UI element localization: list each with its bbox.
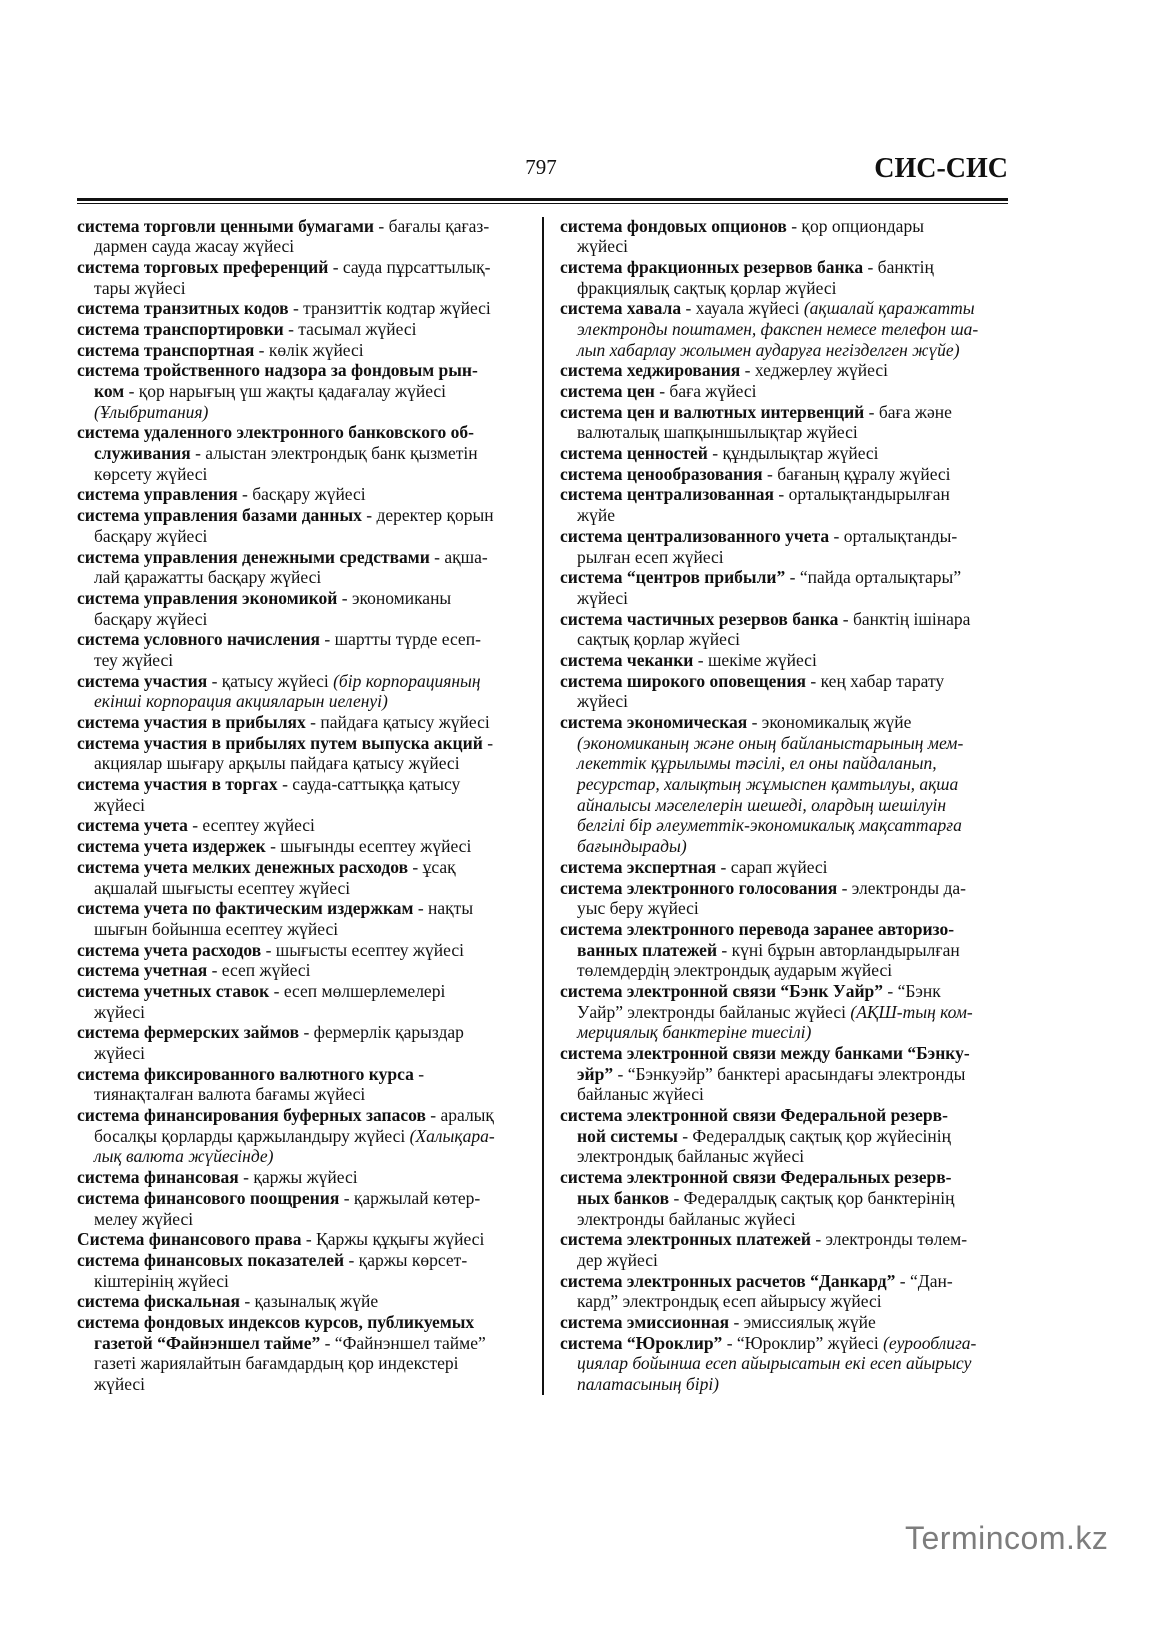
dictionary-entry: [77, 815, 529, 836]
dictionary-entry: [560, 981, 1012, 1043]
entry-definition: - баға және валюталық шапқыншылықтар жүйесі: [577, 401, 952, 443]
entry-definition: - қаржылай көтер- мелеу жүйесі: [94, 1187, 481, 1229]
entry-note: (бір корпорацияның екінші корпорация акцияларын иеленуі): [94, 670, 481, 712]
entry-definition: - қор опциондары жүйесі: [577, 215, 924, 257]
entry-definition: - шығысты есептеу жүйесі: [261, 939, 464, 960]
dictionary-entry: [77, 960, 529, 981]
dictionary-entry: [77, 319, 529, 340]
dictionary-entry: [77, 629, 529, 670]
entry-term: система хавала: [560, 298, 682, 319]
entry-term: система учетных ставок: [77, 980, 270, 1001]
dictionary-entry: [77, 588, 529, 629]
entry-term: система хеджирования: [560, 360, 741, 381]
entry-definition: - Федералдық сақтық қор жүйесінің электрондық байланыс жүйесі: [577, 1125, 951, 1167]
entry-term: система учета мелких денежных расходов: [77, 856, 409, 877]
dictionary-entry: [77, 1312, 529, 1395]
entry-note: (экономиканың және оның байланыстарының мем- лекеттік құрылымы тәсілі, ел оны пайдаланып, ресурстар, халықтың жұмыспен қамтылуы, ақша айналысы мәселелерін шешеді, олардың шешілуін белгілі бір әлеуметтік-экономикалық мақсаттарға бағындырады): [577, 732, 964, 857]
entry-term: система эмиссионная: [560, 1311, 730, 1332]
entry-term: система электронной связи “Бэнк Уайр”: [560, 980, 884, 1001]
dictionary-entry: [560, 1167, 1012, 1229]
entry-term: система транспортировки: [77, 318, 284, 339]
entry-definition: - экономиканы басқару жүйесі: [94, 587, 452, 629]
entry-definition: - ұсақ ақшалай шығысты есептеу жүйесі: [94, 856, 456, 898]
entry-definition: - бағаның құралу жүйесі: [762, 463, 951, 484]
dictionary-entry: [77, 1250, 529, 1291]
entry-definition: - “Файнэншел тайме” газеті жариялайтын бағамдардың қор индекстері жүйесі: [94, 1332, 486, 1394]
entry-definition: - қатысу жүйесі: [207, 670, 334, 691]
entry-definition: - орталықтанды- рылған есеп жүйесі: [577, 525, 958, 567]
dictionary-entry: [560, 671, 1012, 712]
entry-term: система электронных платежей: [560, 1229, 811, 1250]
dictionary-entry: [560, 1333, 1012, 1395]
dictionary-entry: [77, 505, 529, 546]
entry-term: система торговых преференций: [77, 256, 329, 277]
entry-term: система фондовых опционов: [560, 215, 787, 236]
entry-term: система фискальная: [77, 1291, 240, 1312]
entry-term: система транспортная: [77, 339, 255, 360]
entry-definition: - электронды төлем- дер жүйесі: [577, 1229, 968, 1270]
entry-definition: - нақты шығын бойынша есептеу жүйесі: [94, 898, 474, 939]
entry-definition: - тиянақталған валюта бағамы жүйесі: [94, 1063, 425, 1105]
entry-term: система электронного перевода заранее авторизо- ванных платежей: [560, 918, 955, 960]
entry-definition: - бағалы қағаз- дармен сауда жасау жүйесі: [94, 215, 490, 257]
entry-term: система электронного голосования: [560, 877, 838, 898]
entry-definition: - алыстан электрондық банк қызметін көрсету жүйесі: [94, 443, 478, 484]
entry-term: система управления базами данных: [77, 505, 362, 526]
header-rule-thin: [77, 203, 1008, 204]
entry-term: система тройственного надзора за фондовым рын- ком: [77, 360, 478, 401]
entry-term: система “центров прибыли”: [560, 567, 786, 588]
entry-term: система частичных резервов банка: [560, 608, 839, 629]
entry-definition: - басқару жүйесі: [237, 484, 366, 505]
dictionary-entry: [77, 1022, 529, 1063]
entry-definition: - Қаржы құқығы жүйесі: [301, 1229, 485, 1250]
dictionary-entry: [77, 484, 529, 505]
entry-definition: - сауда-саттыққа қатысу жүйесі: [94, 774, 461, 815]
entry-term: система фракционных резервов банка: [560, 256, 864, 277]
column-divider: [542, 217, 544, 1395]
dictionary-entry: [77, 547, 529, 588]
dictionary-entry: [77, 774, 529, 815]
entry-definition: - есеп жүйесі: [207, 960, 311, 981]
entry-term: система экспертная: [560, 856, 717, 877]
entry-definition: - шартты түрде есеп- теу жүйесі: [94, 629, 481, 670]
dictionary-entry: [77, 422, 529, 484]
dictionary-entry: [560, 857, 1012, 878]
entry-term: система управления экономикой: [77, 587, 338, 608]
entry-term: система централизованного учета: [560, 525, 830, 546]
dictionary-entry: [560, 1229, 1012, 1270]
dictionary-entry: [77, 671, 529, 712]
entry-term: система электронной связи между банками “Бэнку- эйр”: [560, 1043, 970, 1084]
entry-definition: - акциялар шығару арқылы пайдаға қатысу жүйесі: [94, 732, 494, 774]
dictionary-entry: [560, 1043, 1012, 1105]
entry-term: система электронных расчетов “Данкард”: [560, 1270, 896, 1291]
entry-term: система учета издержек: [77, 836, 266, 857]
dictionary-entry: [560, 216, 1012, 257]
entry-term: система ценообразования: [560, 463, 763, 484]
entry-term: система финансовых показателей: [77, 1249, 345, 1270]
entry-definition: - транзиттік кодтар жүйесі: [288, 298, 491, 319]
entry-definition: - хауала жүйесі: [681, 298, 804, 319]
entry-term: система цен: [560, 381, 655, 401]
dictionary-entry: [560, 567, 1012, 608]
entry-definition: - қаржы көрсет- кіштерінің жүйесі: [94, 1249, 468, 1291]
left-column: [77, 216, 529, 1395]
guide-words: СИС-СИС: [874, 153, 1008, 184]
entry-term: система участия в прибылях путем выпуска акций: [77, 732, 483, 753]
entry-term: система участия в торгах: [77, 774, 278, 795]
entry-term: система торговли ценными бумагами: [77, 215, 374, 236]
entry-definition: - қор нарығың үш жақты қадағалау жүйесі: [128, 381, 447, 401]
dictionary-entry: [560, 526, 1012, 567]
dictionary-entry: [77, 940, 529, 961]
dictionary-entry: [77, 1229, 529, 1250]
entry-definition: - “Дан- кард” электрондық есеп айырысу жүйесі: [577, 1270, 953, 1312]
entry-term: система фиксированного валютного курса: [77, 1063, 414, 1084]
entry-note: (АҚШ-тың ком- мерциялық банктеріне тиесілі): [577, 1001, 973, 1043]
dictionary-entry: [77, 360, 529, 422]
dictionary-entry: [77, 981, 529, 1022]
entry-term: система транзитных кодов: [77, 298, 289, 319]
right-column: [560, 216, 1012, 1395]
entry-note: (ақшалай қаражатты электронды поштамен, факспен немесе телефон ша- лып хабарлау жолымен аударуға негізделген жүйе): [577, 298, 979, 360]
dictionary-entry: [77, 898, 529, 939]
entry-term: система учета по фактическим издержкам: [77, 898, 414, 919]
dictionary-entry: [560, 650, 1012, 671]
dictionary-entry: [77, 1291, 529, 1312]
entry-note: (Халықара- лық валюта жүйесінде): [94, 1125, 495, 1167]
entry-definition: - тасымал жүйесі: [283, 318, 417, 339]
dictionary-entry: [560, 1271, 1012, 1312]
entry-note: (Ұлыбритания): [94, 401, 209, 422]
dictionary-entry: [560, 298, 1012, 360]
dictionary-entry: [560, 257, 1012, 298]
dictionary-entry: [560, 919, 1012, 981]
entry-definition: - “пайда орталықтары” жүйесі: [577, 567, 962, 608]
page-number: 797: [525, 155, 557, 179]
dictionary-entry: [77, 1105, 529, 1167]
entry-term: система управления денежными средствами: [77, 546, 430, 567]
entry-term: система “Юроклир”: [560, 1332, 723, 1353]
dictionary-entry: [77, 836, 529, 857]
dictionary-entry: [77, 298, 529, 319]
header-rule: [77, 198, 1008, 201]
entry-term: система ценностей: [560, 443, 708, 464]
entry-term: система электронной связи Федеральной резерв- ной системы: [560, 1105, 948, 1146]
entry-definition: - орталықтандырылған жүйе: [577, 484, 950, 526]
dictionary-entry: [560, 484, 1012, 525]
entry-term: система участия: [77, 670, 208, 691]
dictionary-entry: [77, 1167, 529, 1188]
entry-definition: - құндылықтар жүйесі: [707, 443, 879, 464]
dictionary-entry: [560, 878, 1012, 919]
entry-definition: - банктің ішінара сақтық қорлар жүйесі: [577, 608, 971, 650]
entry-definition: - фермерлік қарыздар жүйесі: [94, 1022, 464, 1063]
entry-term: система широкого оповещения: [560, 670, 807, 691]
entry-definition: - эмиссиялық жүйе: [729, 1311, 876, 1332]
dictionary-entry: [560, 381, 1012, 402]
entry-definition: - банктің фракциялық сақтық қорлар жүйесі: [577, 256, 934, 298]
entry-definition: - пайдаға қатысу жүйесі: [305, 712, 490, 732]
dictionary-entry: [77, 712, 529, 733]
entry-definition: - есеп мөлшерлемелері жүйесі: [94, 980, 446, 1022]
entry-term: система финансовая: [77, 1167, 239, 1188]
entry-definition: - аралық босалқы қорларды қаржыландыру жүйесі: [94, 1105, 494, 1146]
entry-term: Система финансового права: [77, 1229, 302, 1250]
dictionary-entry: [77, 257, 529, 298]
entry-definition: - деректер қорын басқару жүйесі: [94, 505, 494, 546]
site-logo-text: Termincom.kz: [905, 1520, 1109, 1556]
entry-definition: - сауда пұрсаттылық- тары жүйесі: [94, 256, 491, 298]
entry-definition: - сарап жүйесі: [716, 856, 828, 877]
dictionary-entry: [560, 712, 1012, 857]
dictionary-entry: [77, 857, 529, 898]
entry-term: система учета расходов: [77, 939, 262, 960]
entry-definition: - “Юроклир” жүйесі: [722, 1332, 884, 1353]
dictionary-entry: [77, 340, 529, 361]
dictionary-entry: [560, 1312, 1012, 1333]
dictionary-entry: [77, 216, 529, 257]
entry-term: система централизованная: [560, 484, 775, 505]
entry-definition: - шекіме жүйесі: [693, 649, 817, 670]
entry-term: система фермерских займов: [77, 1022, 300, 1043]
entry-term: система чеканки: [560, 649, 694, 670]
dictionary-entry: [560, 609, 1012, 650]
entry-definition: - “Бэнк Уайр” электронды байланыс жүйесі: [577, 980, 941, 1022]
entry-definition: - шығынды есептеу жүйесі: [265, 836, 472, 857]
entry-term: система электронной связи Федеральных резерв- ных банков: [560, 1167, 952, 1208]
entry-definition: - күні бұрын авторландырылған төлемдердің электрондық аударым жүйесі: [577, 939, 960, 981]
entry-definition: - есептеу жүйесі: [187, 815, 315, 836]
entry-definition: - экономикалық жүйе: [751, 712, 912, 732]
entry-definition: - хеджерлеу жүйесі: [740, 360, 888, 381]
entry-definition: - кең хабар тарату жүйесі: [577, 670, 945, 712]
entry-term: система условного начисления: [77, 629, 321, 650]
entry-term: система участия в прибылях: [77, 712, 306, 732]
entry-term: система учетная: [77, 960, 208, 981]
dictionary-entry: [560, 464, 1012, 485]
dictionary-entry: [560, 360, 1012, 381]
entry-term: система финансового поощрения: [77, 1187, 340, 1208]
entry-definition: - қаржы жүйесі: [238, 1167, 358, 1188]
entry-term: система экономическая: [560, 712, 748, 732]
entry-term: система учета: [77, 815, 188, 836]
entry-definition: - ақша- лай қаражатты басқару жүйесі: [94, 546, 488, 588]
dictionary-entry: [77, 1188, 529, 1229]
entry-definition: - Федералдық сақтық қор банктерінің электронды байланыс жүйесі: [577, 1187, 955, 1229]
dictionary-entry: [77, 733, 529, 774]
entry-definition: - “Бэнкуэйр” банктері арасындағы электронды байланыс жүйесі: [577, 1063, 966, 1105]
dictionary-entry: [560, 1105, 1012, 1167]
entry-term: система управления: [77, 484, 238, 505]
entry-term: система цен и валютных интервенций: [560, 401, 865, 422]
entry-term: система удаленного электронного банковского об- служивания: [77, 422, 474, 464]
entry-term: система финансирования буферных запасов: [77, 1105, 426, 1126]
dictionary-entry: [77, 1064, 529, 1105]
site-logo: [905, 1518, 1108, 1558]
entry-definition: - электронды да- уыс беру жүйесі: [577, 877, 966, 919]
entry-definition: - баға жүйесі: [654, 381, 757, 401]
dictionary-entry: [560, 443, 1012, 464]
dictionary-entry: [560, 402, 1012, 443]
entry-note: (еурооблига- циялар бойынша есеп айырысатын екі есеп айырысу палатасының бірі): [577, 1332, 977, 1394]
entry-term: система фондовых индексов курсов, публикуемых газетой “Файнэншел тайме”: [77, 1311, 475, 1353]
entry-definition: - қазыналық жүйе: [239, 1291, 379, 1312]
entry-definition: - көлік жүйесі: [254, 339, 364, 360]
